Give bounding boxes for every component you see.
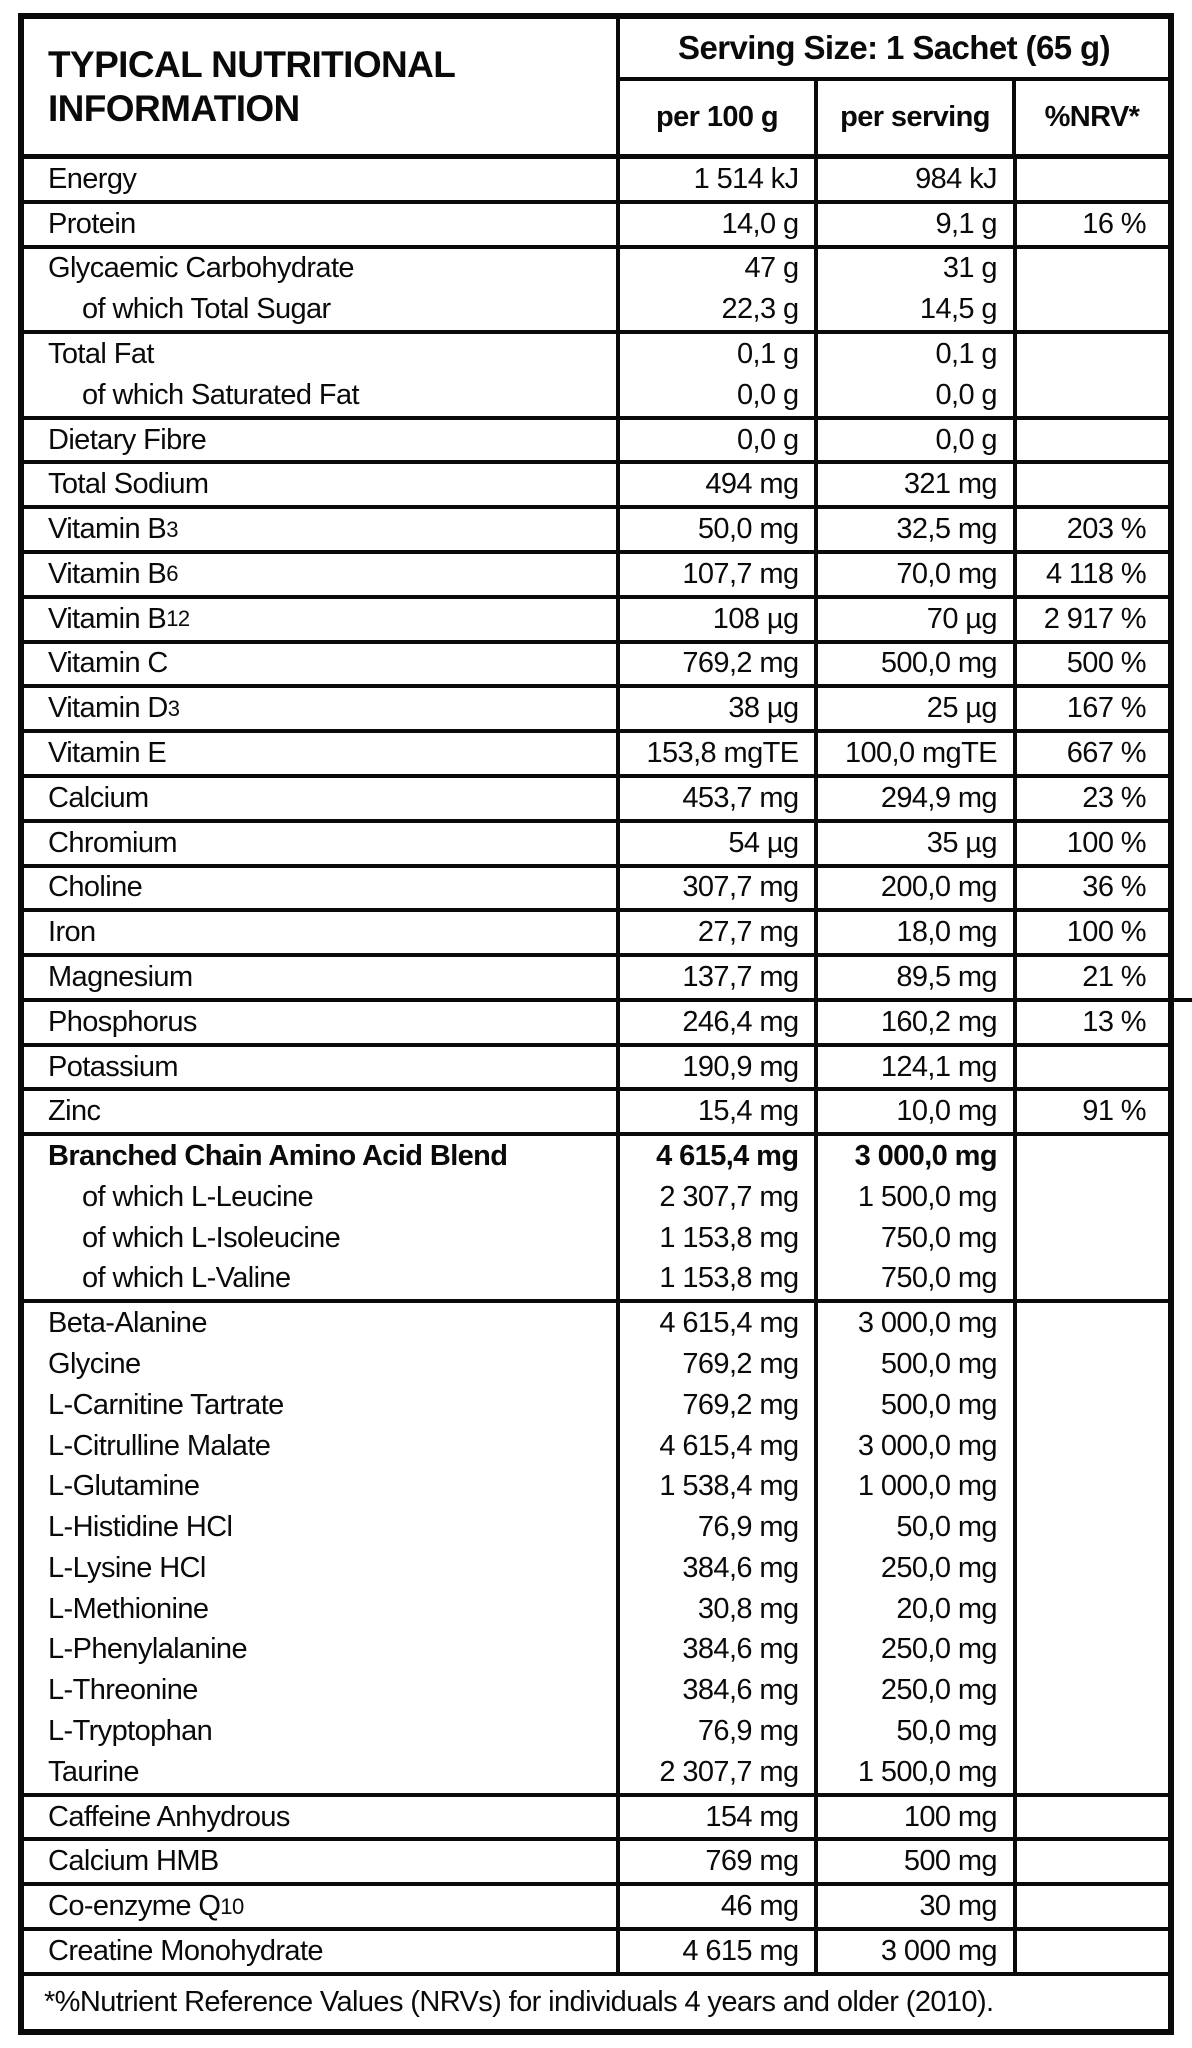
nutrient-name-cell — [24, 912, 620, 953]
nrv-cell — [1017, 1259, 1168, 1300]
nutrient-row — [24, 1344, 1168, 1385]
per-serving-cell: 0,1 g — [818, 334, 1016, 375]
nrv-cell: 100 % — [1066, 916, 1146, 949]
nrv-cell: 203 % — [1066, 513, 1146, 546]
per-serving-cell: 25 µg — [818, 688, 1016, 729]
per-100g-cell: 4 615,4 mg — [620, 1426, 818, 1467]
per-100g-cell: 76,9 mg — [620, 1711, 818, 1752]
per-serving-cell: 500,0 mg — [818, 1385, 1016, 1426]
nutrient-name: L-Methionine — [48, 1592, 209, 1625]
per-100g-cell: 47 g — [620, 249, 818, 290]
nutrient-name-cell — [24, 1426, 620, 1467]
nrv-cell — [1017, 1841, 1168, 1882]
nutrient-row — [24, 1426, 1168, 1467]
nutrient-row — [24, 729, 1168, 774]
nutrient-name-cell — [24, 464, 620, 505]
per-serving-cell: 250,0 mg — [818, 1548, 1016, 1589]
nutrient-row — [24, 1630, 1168, 1671]
per-serving-cell: 1 500,0 mg — [818, 1752, 1016, 1793]
per-100g-cell: 2 307,7 mg — [620, 1177, 818, 1218]
per-serving-cell: 500,0 mg — [818, 644, 1016, 685]
per-serving-cell: 750,0 mg — [818, 1259, 1016, 1300]
per-100g-cell: 46 mg — [620, 1886, 818, 1927]
nutrient-name: Choline — [48, 871, 143, 904]
nutrient-name-cell — [24, 159, 620, 200]
nutrient-name-subscript: 10 — [220, 1893, 244, 1919]
nutrient-name: L-Glutamine — [48, 1470, 200, 1503]
nutrient-name: Branched Chain Amino Acid Blend — [48, 1140, 508, 1173]
nutrient-name-cell — [24, 420, 620, 461]
per-100g-cell: 384,6 mg — [620, 1670, 818, 1711]
nrv-cell — [1017, 1711, 1168, 1752]
per-serving-cell: 250,0 mg — [818, 1630, 1016, 1671]
nutrient-name-cell — [24, 1630, 620, 1671]
per-serving-cell: 31 g — [818, 249, 1016, 290]
nutrient-name-cell — [24, 1047, 620, 1088]
nrv-cell — [1017, 1797, 1168, 1838]
nutrient-row — [24, 684, 1168, 729]
nutrient-name: Calcium — [48, 781, 149, 814]
per-100g-cell: 1 538,4 mg — [620, 1466, 818, 1507]
nutrient-name: Caffeine Anhydrous — [48, 1800, 290, 1833]
nutrient-name: L-Citrulline Malate — [48, 1429, 271, 1462]
nutrient-row — [24, 1385, 1168, 1426]
nrv-cell: 100 % — [1066, 826, 1146, 859]
per-serving-cell: 200,0 mg — [818, 868, 1016, 909]
nutrient-name-cell — [24, 1589, 620, 1630]
nutrient-name-cell — [24, 249, 620, 290]
nutrient-name-cell — [24, 1931, 620, 1972]
nrv-cell — [1017, 159, 1168, 200]
per-serving-cell: 32,5 mg — [818, 509, 1016, 550]
per-100g-cell: 15,4 mg — [620, 1091, 818, 1132]
nutrient-name: Glycaemic Carbohydrate — [48, 252, 354, 285]
nutrient-row — [24, 1218, 1168, 1259]
nrv-cell — [1017, 1385, 1168, 1426]
per-100g-cell: 0,0 g — [620, 420, 818, 461]
nrv-cell — [1017, 1670, 1168, 1711]
per-100g-cell: 2 307,7 mg — [620, 1752, 818, 1793]
nutrition-table — [18, 13, 1174, 2035]
per-serving-cell: 321 mg — [818, 464, 1016, 505]
nutrient-row — [24, 416, 1168, 461]
nrv-cell: 23 % — [1082, 781, 1146, 814]
table-title: TYPICAL NUTRITIONAL INFORMATION — [24, 19, 620, 154]
nutrient-row — [24, 774, 1168, 819]
nutrient-name: Creatine Monohydrate — [48, 1934, 323, 1967]
nutrient-name-cell — [24, 1797, 620, 1838]
nutrient-row — [24, 819, 1168, 864]
nutrient-row — [24, 1548, 1168, 1589]
nrv-cell: 91 % — [1082, 1095, 1146, 1128]
nutrient-name: Iron — [48, 916, 96, 949]
nrv-cell — [1017, 1507, 1168, 1548]
nutrient-row — [24, 1087, 1168, 1132]
nutrient-name-cell — [24, 1177, 620, 1218]
table-body — [24, 159, 1168, 1972]
per-serving-cell: 89,5 mg — [818, 957, 1016, 998]
nutrient-name: of which L-Leucine — [82, 1180, 314, 1213]
per-100g-cell: 307,7 mg — [620, 868, 818, 909]
nutrient-name-cell — [24, 688, 620, 729]
per-serving-cell: 0,0 g — [818, 420, 1016, 461]
per-serving-cell: 0,0 g — [818, 375, 1016, 416]
nrv-cell — [1017, 420, 1168, 461]
nutrient-row — [24, 330, 1168, 375]
per-serving-cell: 160,2 mg — [818, 1002, 1016, 1043]
nutrient-row — [24, 460, 1168, 505]
nutrient-name-cell — [24, 1002, 620, 1043]
nutrient-row — [24, 550, 1168, 595]
table-header — [24, 19, 1168, 159]
serving-size-header: Serving Size: 1 Sachet (65 g) — [620, 19, 1168, 81]
nutrient-name-cell — [24, 554, 620, 595]
nutrient-name-cell — [24, 509, 620, 550]
per-serving-cell: 100,0 mgTE — [818, 733, 1016, 774]
per-serving-cell: 1 500,0 mg — [818, 1177, 1016, 1218]
nutrient-name-subscript: 3 — [167, 695, 180, 721]
nrv-cell — [1017, 1218, 1168, 1259]
per-serving-cell: 984 kJ — [818, 159, 1016, 200]
nutrient-row — [24, 1589, 1168, 1630]
nutrient-name: Chromium — [48, 826, 177, 859]
column-header-nrv: %NRV* — [1044, 101, 1140, 133]
nrv-cell — [1017, 1426, 1168, 1467]
nutrient-row — [24, 1752, 1168, 1793]
per-100g-cell: 246,4 mg — [620, 1002, 818, 1043]
nutrient-row — [24, 953, 1168, 998]
per-100g-cell: 14,0 g — [620, 204, 818, 245]
nutrient-row — [24, 1002, 1168, 1043]
per-serving-cell: 3 000 mg — [818, 1931, 1016, 1972]
nutrient-name: of which L-Isoleucine — [82, 1221, 341, 1254]
nutrient-row — [24, 1882, 1168, 1927]
per-100g-cell: 38 µg — [620, 688, 818, 729]
per-100g-cell: 137,7 mg — [620, 957, 818, 998]
nrv-cell: 36 % — [1082, 871, 1146, 904]
per-serving-cell: 750,0 mg — [818, 1218, 1016, 1259]
nutrient-name-cell — [24, 289, 620, 330]
nutrient-name: Vitamin D — [48, 692, 168, 725]
nutrient-name-cell — [24, 778, 620, 819]
nutrient-name-cell — [24, 1344, 620, 1385]
nrv-cell — [1017, 334, 1168, 375]
nrv-cell: 500 % — [1066, 647, 1146, 680]
nutrient-row — [24, 505, 1168, 550]
per-serving-cell: 50,0 mg — [818, 1711, 1016, 1752]
nutrient-row — [24, 1299, 1168, 1344]
nutrient-row — [24, 864, 1168, 909]
per-100g-cell: 494 mg — [620, 464, 818, 505]
per-serving-cell: 1 000,0 mg — [818, 1466, 1016, 1507]
per-serving-cell: 70,0 mg — [818, 554, 1016, 595]
per-serving-cell: 10,0 mg — [818, 1091, 1016, 1132]
per-serving-cell: 14,5 g — [818, 289, 1016, 330]
nutrient-name-cell — [24, 1507, 620, 1548]
per-100g-cell: 27,7 mg — [620, 912, 818, 953]
per-100g-cell: 107,7 mg — [620, 554, 818, 595]
nutrient-name: of which L-Valine — [82, 1262, 291, 1295]
nutrient-name: Magnesium — [48, 960, 193, 993]
nrv-cell: 21 % — [1082, 960, 1146, 993]
header-right-section — [620, 19, 1168, 154]
nutrient-name: Vitamin B — [48, 557, 167, 590]
nutrient-row — [24, 1711, 1168, 1752]
nutrient-name: Phosphorus — [48, 1005, 197, 1038]
nutrient-row — [24, 1507, 1168, 1548]
per-serving-cell: 250,0 mg — [818, 1670, 1016, 1711]
per-100g-cell: 1 153,8 mg — [620, 1218, 818, 1259]
nutrient-name-subscript: 3 — [166, 516, 178, 542]
nutrient-row — [24, 1837, 1168, 1882]
per-100g-cell: 769 mg — [620, 1841, 818, 1882]
per-100g-cell: 50,0 mg — [620, 509, 818, 550]
nutrient-name: of which Total Sugar — [82, 293, 331, 326]
nutrient-name: L-Histidine HCl — [48, 1511, 233, 1544]
nrv-cell — [1017, 1466, 1168, 1507]
per-100g-cell: 384,6 mg — [620, 1630, 818, 1671]
nutrient-name-cell — [24, 1259, 620, 1300]
nutrient-name: Beta-Alanine — [48, 1307, 207, 1340]
column-header-row — [620, 81, 1168, 154]
nrv-cell: 13 % — [1082, 1005, 1146, 1038]
nutrient-row — [24, 289, 1168, 330]
nutrient-name-cell — [24, 1841, 620, 1882]
per-100g-cell: 4 615,4 mg — [620, 1136, 818, 1177]
nutrient-name-cell — [24, 1466, 620, 1507]
nutrient-name-cell — [24, 1385, 620, 1426]
per-100g-cell: 190,9 mg — [620, 1047, 818, 1088]
per-serving-cell: 50,0 mg — [818, 1507, 1016, 1548]
nrv-cell: 667 % — [1066, 737, 1146, 770]
nutrient-name-cell — [24, 1136, 620, 1177]
per-serving-cell: 100 mg — [818, 1797, 1016, 1838]
nutrient-name: L-Lysine HCl — [48, 1551, 206, 1584]
per-100g-cell: 0,1 g — [620, 334, 818, 375]
nutrient-row — [24, 595, 1168, 640]
nutrient-name: Zinc — [48, 1095, 101, 1128]
per-100g-cell: 30,8 mg — [620, 1589, 818, 1630]
per-serving-cell: 9,1 g — [818, 204, 1016, 245]
nrv-cell — [1017, 1886, 1168, 1927]
nutrient-name-cell — [24, 1886, 620, 1927]
nutrient-row — [24, 1177, 1168, 1218]
per-100g-cell: 4 615,4 mg — [620, 1303, 818, 1344]
nutrient-name-cell — [24, 1548, 620, 1589]
per-100g-cell: 153,8 mgTE — [620, 733, 818, 774]
nutrient-row — [24, 1927, 1168, 1972]
nutrient-name-cell — [24, 204, 620, 245]
nutrient-name: L-Tryptophan — [48, 1715, 213, 1748]
per-100g-cell: 769,2 mg — [620, 1385, 818, 1426]
per-serving-cell: 35 µg — [818, 823, 1016, 864]
per-serving-cell: 70 µg — [818, 599, 1016, 640]
nrv-cell — [1017, 1752, 1168, 1793]
per-serving-cell: 18,0 mg — [818, 912, 1016, 953]
nutrient-row — [24, 908, 1168, 953]
nutrient-name: L-Carnitine Tartrate — [48, 1388, 284, 1421]
nutrient-row — [24, 1259, 1168, 1300]
nrv-cell: 4 118 % — [1045, 557, 1146, 590]
per-100g-cell: 453,7 mg — [620, 778, 818, 819]
nutrient-name-cell — [24, 1670, 620, 1711]
nutrient-name: Dietary Fibre — [48, 423, 207, 456]
per-100g-cell: 769,2 mg — [620, 1344, 818, 1385]
nutrient-row — [24, 1670, 1168, 1711]
nutrient-name-subscript: 12 — [166, 606, 190, 632]
per-serving-cell: 3 000,0 mg — [818, 1426, 1016, 1467]
per-100g-cell: 76,9 mg — [620, 1507, 818, 1548]
nrv-cell — [1017, 1177, 1168, 1218]
nrv-cell — [1017, 1303, 1168, 1344]
nutrient-name-cell — [24, 334, 620, 375]
per-serving-cell: 294,9 mg — [818, 778, 1016, 819]
nutrient-row — [24, 1466, 1168, 1507]
nutrient-name: Energy — [48, 162, 137, 195]
per-serving-cell: 3 000,0 mg — [818, 1136, 1016, 1177]
nutrient-row — [24, 159, 1168, 200]
nutrient-name: Co-enzyme Q — [48, 1890, 221, 1923]
per-serving-cell: 30 mg — [818, 1886, 1016, 1927]
nutrient-name: Vitamin B — [48, 513, 167, 546]
nutrient-name: Protein — [48, 207, 136, 240]
nrv-cell — [1017, 1047, 1168, 1088]
nutrient-name-cell — [24, 1711, 620, 1752]
nrv-cell — [1017, 289, 1168, 330]
nutrient-name-subscript: 6 — [166, 561, 178, 587]
nrv-cell — [1017, 375, 1168, 416]
nutrient-name: Vitamin C — [48, 647, 168, 680]
nrv-cell — [1017, 1630, 1168, 1671]
nutrient-name: Vitamin B — [48, 602, 167, 635]
nutrient-name-cell — [24, 823, 620, 864]
nrv-cell — [1017, 1344, 1168, 1385]
per-serving-cell: 124,1 mg — [818, 1047, 1016, 1088]
nutrient-row — [24, 1043, 1168, 1088]
nutrient-name: Potassium — [48, 1050, 178, 1083]
nrv-cell — [1017, 1589, 1168, 1630]
nutrient-name: Taurine — [48, 1755, 139, 1788]
per-serving-cell: 3 000,0 mg — [818, 1303, 1016, 1344]
nutrient-row — [24, 200, 1168, 245]
nutrient-name: Calcium HMB — [48, 1845, 219, 1878]
nutrient-row — [24, 1132, 1168, 1177]
nutrient-name: Total Sodium — [48, 468, 209, 501]
nrv-cell — [1017, 1136, 1168, 1177]
nutrient-name-cell — [24, 1091, 620, 1132]
nutrient-name: Vitamin E — [48, 737, 167, 770]
per-100g-cell: 54 µg — [620, 823, 818, 864]
per-serving-cell: 20,0 mg — [818, 1589, 1016, 1630]
nutrient-name: L-Phenylalanine — [48, 1633, 247, 1666]
nutrient-row — [24, 1793, 1168, 1838]
nrv-cell — [1017, 1548, 1168, 1589]
nutrient-name-cell — [24, 1303, 620, 1344]
nrv-cell: 2 917 % — [1043, 602, 1146, 635]
nutrient-name-cell — [24, 868, 620, 909]
per-100g-cell: 154 mg — [620, 1797, 818, 1838]
nrv-footnote: *%Nutrient Reference Values (NRVs) for individuals 4 years and older (2010). — [24, 1972, 1168, 2029]
per-100g-cell: 108 µg — [620, 599, 818, 640]
column-header-per-serving: per serving — [818, 81, 1016, 154]
per-100g-cell: 0,0 g — [620, 375, 818, 416]
nrv-cell — [1017, 249, 1168, 290]
per-100g-cell: 4 615 mg — [620, 1931, 818, 1972]
nutrient-row — [24, 245, 1168, 290]
nutrient-name-cell — [24, 957, 620, 998]
column-header-per-100g: per 100 g — [620, 81, 818, 154]
nutrient-name: Glycine — [48, 1347, 141, 1380]
per-serving-cell: 500 mg — [818, 1841, 1016, 1882]
nutrient-row — [24, 375, 1168, 416]
nrv-cell: 167 % — [1066, 692, 1146, 725]
per-100g-cell: 1 514 kJ — [620, 159, 818, 200]
nutrient-name: L-Threonine — [48, 1674, 198, 1707]
nutrient-name: of which Saturated Fat — [82, 378, 359, 411]
nutrient-name-cell — [24, 1752, 620, 1793]
per-100g-cell: 22,3 g — [620, 289, 818, 330]
nrv-cell — [1017, 1931, 1168, 1972]
per-serving-cell: 500,0 mg — [818, 1344, 1016, 1385]
nutrient-name-cell — [24, 375, 620, 416]
per-100g-cell: 769,2 mg — [620, 644, 818, 685]
per-100g-cell: 1 153,8 mg — [620, 1259, 818, 1300]
nutrient-name-cell — [24, 599, 620, 640]
nutrient-name-cell — [24, 1218, 620, 1259]
nutrient-row — [24, 640, 1168, 685]
per-100g-cell: 384,6 mg — [620, 1548, 818, 1589]
nrv-cell — [1017, 464, 1168, 505]
nutrient-name-cell — [24, 644, 620, 685]
nutrient-name: Total Fat — [48, 338, 154, 371]
nutrient-name-cell — [24, 733, 620, 774]
nrv-cell: 16 % — [1082, 207, 1146, 240]
